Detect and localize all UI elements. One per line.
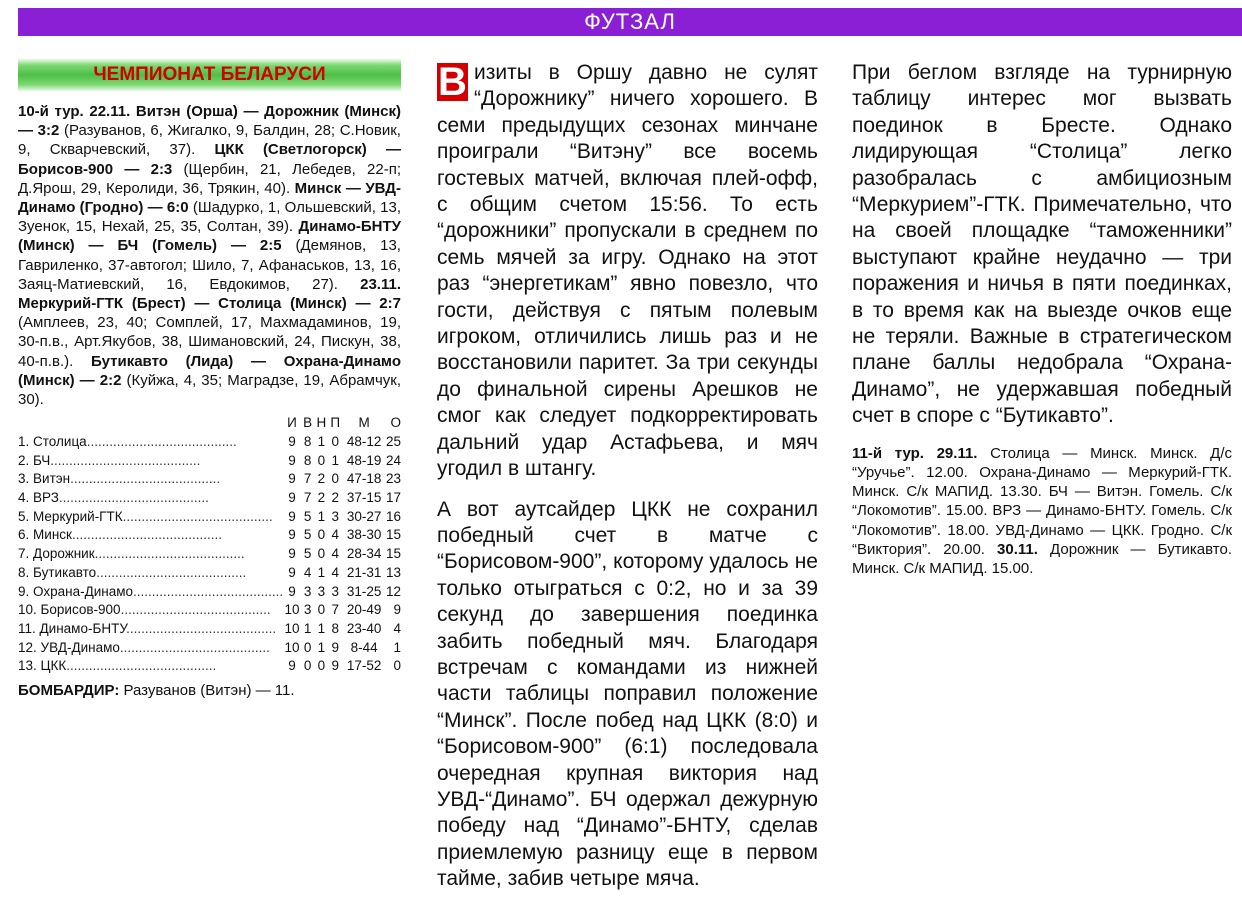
team-name: Меркурий-ГТК	[33, 508, 123, 524]
team-name: Минск	[33, 527, 72, 543]
header-wins: В	[303, 415, 313, 431]
goal-difference: 8-44	[350, 639, 378, 655]
standings-row	[18, 489, 401, 508]
team-position: 4.	[18, 490, 30, 506]
wins: 4	[303, 564, 312, 580]
team-position: 7.	[18, 546, 30, 562]
schedule-text: Дорожник — Бутикавто. Минск. С/к МАПИД. 15.00.	[852, 540, 1232, 577]
points: 15	[385, 546, 401, 562]
header-points: О	[390, 415, 401, 431]
result-headline: 10-й тур. 22.11. Витэн (Орша) — Дорожник (Минск) — 3:2	[18, 103, 401, 140]
games-played: 9	[288, 452, 296, 468]
draws: 0	[317, 602, 326, 618]
wins: 3	[303, 602, 312, 618]
draws: 3	[317, 583, 326, 599]
result-headline: 23.11. Меркурий-ГТК (Брест) — Столица (Минск) — 2:7	[18, 275, 401, 313]
schedule-round: 11-й тур. 29.11.	[852, 444, 978, 462]
games-played: 9	[288, 527, 296, 543]
standings-table	[18, 414, 401, 676]
leader-dots: ........................................	[120, 602, 271, 618]
goal-difference: 23-40	[346, 620, 382, 636]
draws: 2	[317, 471, 326, 487]
wins: 5	[303, 508, 312, 524]
goal-difference: 48-19	[346, 452, 382, 468]
header-goals: М	[358, 415, 370, 431]
article-paragraph	[437, 60, 818, 483]
top-scorer	[18, 682, 401, 699]
team-name: Бутикавто	[33, 564, 97, 580]
draws: 1	[317, 620, 326, 636]
losses: 4	[331, 546, 340, 562]
schedule-date: 30.11.	[997, 540, 1038, 558]
result-details: (Амплеев, 23, 40; Сомплей, 17, Махмадаминов, 19, 30-п.в., Арт.Якубов, 38, Шимановский, 24, Пискун, 38, 40-п.в.).	[18, 314, 401, 370]
team-position: 9.	[18, 583, 30, 599]
result-details: (Куйжа, 4, 35; Маградзе, 19, Абрамчук, 30).	[18, 371, 401, 409]
standings-row	[18, 620, 401, 639]
standings-header	[18, 414, 401, 433]
games-played: 9	[288, 546, 296, 562]
draws: 1	[317, 564, 326, 580]
draws: 1	[317, 433, 326, 449]
result-headline: Бутикавто (Лида) — Охрана-Динамо (Минск) — 2:2	[18, 352, 401, 389]
standings-row	[18, 583, 401, 602]
losses: 9	[331, 658, 340, 674]
wins: 1	[303, 620, 312, 636]
losses: 0	[331, 471, 340, 487]
wins: 0	[303, 639, 312, 655]
points: 25	[385, 433, 401, 449]
points: 9	[393, 602, 401, 618]
team-position: 1.	[18, 433, 30, 449]
losses: 7	[331, 602, 340, 618]
team-name: БЧ	[33, 452, 51, 468]
team-position: 3.	[18, 471, 30, 487]
article-continuation	[852, 60, 1232, 430]
team-name: Столица	[33, 433, 87, 449]
standings-row	[18, 470, 401, 489]
losses: 2	[331, 490, 340, 506]
losses: 8	[331, 620, 340, 636]
games-played: 9	[288, 490, 296, 506]
team-name: ЦКК	[40, 658, 67, 674]
leader-dots: ........................................	[94, 546, 245, 562]
losses: 4	[331, 527, 340, 543]
standings-row	[18, 526, 401, 545]
championship-column	[18, 58, 401, 699]
wins: 5	[303, 546, 312, 562]
leader-dots: ........................................	[70, 471, 221, 487]
leader-dots: ........................................	[96, 564, 247, 580]
leader-dots: ........................................	[86, 433, 237, 449]
leader-dots: ........................................	[50, 452, 201, 468]
team-name: Охрана-Динамо	[33, 583, 134, 599]
standings-row	[18, 657, 401, 676]
goal-difference: 21-31	[346, 564, 382, 580]
article-column-2	[852, 60, 1232, 578]
team-name: Борисов-900	[40, 602, 121, 618]
goal-difference: 17-52	[346, 658, 382, 674]
team-position: 6.	[18, 527, 30, 543]
drop-cap: В	[438, 60, 467, 104]
wins: 7	[303, 471, 312, 487]
leader-dots: ........................................	[66, 658, 217, 674]
draws: 0	[317, 527, 326, 543]
points: 16	[385, 508, 401, 524]
points: 24	[385, 452, 401, 468]
games-played: 10	[284, 602, 300, 618]
team-name: Витэн	[33, 471, 71, 487]
wins: 7	[303, 490, 312, 506]
article-text: изиты в Оршу давно не сулят “Дорожнику” ничего хорошего. В семи предыдущих сезонах минчане проиграли “Витэну” все восемь гостевых матчей, включая плей-офф, с общим счетом 15:56. То есть “дорожники” пропускали в среднем по семь мячей за игру. Однако на этот раз “энергетикам” явно повезло, что гости, действуя с пятым полевым игроком, отличились лишь раз и не восстановили паритет. За три секунды до финальной сирены Арешков не смог как следует подкорректировать дальний удар Астафьева, и мяч угодил в штангу.	[437, 61, 818, 481]
losses: 1	[331, 452, 340, 468]
team-position: 13.	[18, 658, 37, 674]
games-played: 9	[288, 564, 296, 580]
header-losses: П	[330, 415, 341, 431]
goal-difference: 30-27	[346, 508, 382, 524]
result-details: (Демянов, 13, Гавриленко, 37-автогол; Шило, 7, Афанаськов, 13, 16, Заяц-Матиевский, 16, Евдокимов, 27).	[18, 237, 401, 293]
match-results	[18, 102, 401, 409]
points: 15	[385, 527, 401, 543]
team-position: 12.	[18, 639, 37, 655]
leader-dots: ........................................	[71, 527, 222, 543]
games-played: 9	[288, 433, 296, 449]
wins: 0	[303, 658, 312, 674]
points: 12	[385, 583, 401, 599]
draws: 0	[317, 546, 326, 562]
article-column-1	[437, 60, 818, 907]
points: 0	[393, 658, 401, 674]
leader-dots: ........................................	[122, 508, 273, 524]
losses: 9	[331, 639, 340, 655]
losses: 3	[331, 583, 340, 599]
leader-dots: ........................................	[126, 620, 277, 636]
points: 1	[393, 639, 401, 655]
draws: 0	[317, 658, 326, 674]
goal-difference: 28-34	[346, 546, 382, 562]
wins: 3	[303, 583, 312, 599]
goal-difference: 48-12	[346, 433, 382, 449]
article-paragraph: А вот аутсайдер ЦКК не сохранил победный счет в матче с “Борисовом-900”, которому удалось не только отыграться с 0:2, но и за 39 секунд до завершения поединка забить победный мяч. Благодаря встречам с командами из нижней части таблицы поправил положение “Минск”. После побед над ЦКК (8:0) и “Борисовом-900” (6:1) последовала очередная крупная виктория над УВД-“Динамо”. БЧ одержал дежурную победу над “Динамо”-БНТУ, сделав приемлемую разницу еще в первом тайме, забив четыре мяча.	[437, 497, 818, 891]
draws: 0	[317, 452, 326, 468]
games-played: 9	[288, 508, 296, 524]
team-position: 5.	[18, 508, 30, 524]
schedule-text: Столица — Минск. Минск. Д/с “Уручье”. 12.00. Охрана-Динамо — Меркурий-ГТК. Минск. С/к МАПИД. 13.30. БЧ — Витэн. Гомель. С/к “Локомотив”. 15.00. ВРЗ — Динамо-БНТУ. Гомель. С/к “Локомотив”. 18.00. УВД-Динамо — ЦКК. Гродно. С/к “Виктория”. 20.00.	[852, 444, 1232, 558]
header-games: И	[287, 415, 297, 431]
standings-row	[18, 639, 401, 658]
standings-row	[18, 564, 401, 583]
points: 23	[385, 471, 401, 487]
draws: 2	[317, 490, 326, 506]
leader-dots: ........................................	[133, 583, 284, 599]
championship-title: ЧЕМПИОНАТ БЕЛАРУСИ	[18, 58, 401, 92]
team-name: Динамо-БНТУ	[39, 620, 127, 636]
draws: 1	[317, 639, 326, 655]
games-played: 9	[288, 471, 296, 487]
team-position: 11.	[18, 620, 36, 636]
result-headline: Динамо-БНТУ (Минск) — БЧ (Гомель) — 2:5	[18, 218, 401, 255]
games-played: 9	[288, 583, 296, 599]
result-details: (Щербин, 21, Лебедев, 22-п; Д.Ярош, 29, Керолиди, 36, Трякин, 40).	[18, 160, 401, 197]
goal-difference: 38-30	[346, 527, 382, 543]
losses: 0	[331, 433, 340, 449]
goal-difference: 47-18	[346, 471, 382, 487]
goal-difference: 37-15	[346, 490, 382, 506]
team-name: ВРЗ	[33, 490, 59, 506]
wins: 8	[303, 452, 312, 468]
result-headline: ЦКК (Светлогорск) — Борисов-900 — 2:3	[18, 141, 401, 178]
top-scorer-label: БОМБАРДИР:	[18, 682, 120, 700]
standings-row	[18, 508, 401, 527]
leader-dots: ........................................	[58, 490, 209, 506]
team-position: 8.	[18, 564, 30, 580]
points: 17	[385, 490, 401, 506]
goal-difference: 31-25	[346, 583, 382, 599]
article-paragraph: При беглом взгляде на турнирную таблицу интерес мог вызвать поединок в Бресте. Однако лидирующая “Столица” легко разобралась с амбициозным “Меркурием”-ГТК. Примечательно, что на своей площадке “таможенники” выступают крайне неудачно — три поражения и ничья в пяти поединках, в то время как на выезде очков еще не теряли. Важные в стратегическом плане баллы недобрала “Охрана-Динамо”, не удержавшая победный счет в споре с “Бутикавто”.	[852, 61, 1232, 428]
result-details: (Разуванов, 6, Жигалко, 9, Балдин, 28; С.Новик, 9, Скварчевский, 37).	[18, 122, 401, 159]
losses: 3	[331, 508, 340, 524]
team-position: 10.	[18, 602, 37, 618]
result-headline: Минск — УВД-Динамо (Гродно) — 6:0	[18, 179, 401, 217]
games-played: 10	[284, 620, 300, 636]
next-round-schedule	[852, 444, 1232, 578]
standings-row	[18, 545, 401, 564]
section-banner: ФУТЗАЛ	[18, 8, 1242, 36]
team-name: Дорожник	[33, 546, 95, 562]
team-position: 2.	[18, 452, 30, 468]
team-name: УВД-Динамо	[40, 639, 120, 655]
result-details: (Шадурко, 1, Ольшевский, 13, Зуенок, 15, Нехай, 25, 35, Солтан, 39).	[18, 199, 401, 236]
games-played: 10	[284, 639, 300, 655]
games-played: 9	[288, 658, 296, 674]
goal-difference: 20-49	[346, 602, 382, 618]
header-draws: Н	[316, 415, 327, 431]
standings-row	[18, 433, 401, 452]
points: 4	[393, 620, 401, 636]
points: 13	[385, 564, 401, 580]
wins: 5	[303, 527, 312, 543]
top-scorer-text: Разуванов (Витэн) — 11.	[119, 682, 295, 700]
losses: 4	[331, 564, 340, 580]
draws: 1	[317, 508, 326, 524]
standings-row	[18, 601, 401, 620]
leader-dots: ........................................	[119, 639, 270, 655]
standings-row	[18, 452, 401, 471]
wins: 8	[303, 433, 312, 449]
